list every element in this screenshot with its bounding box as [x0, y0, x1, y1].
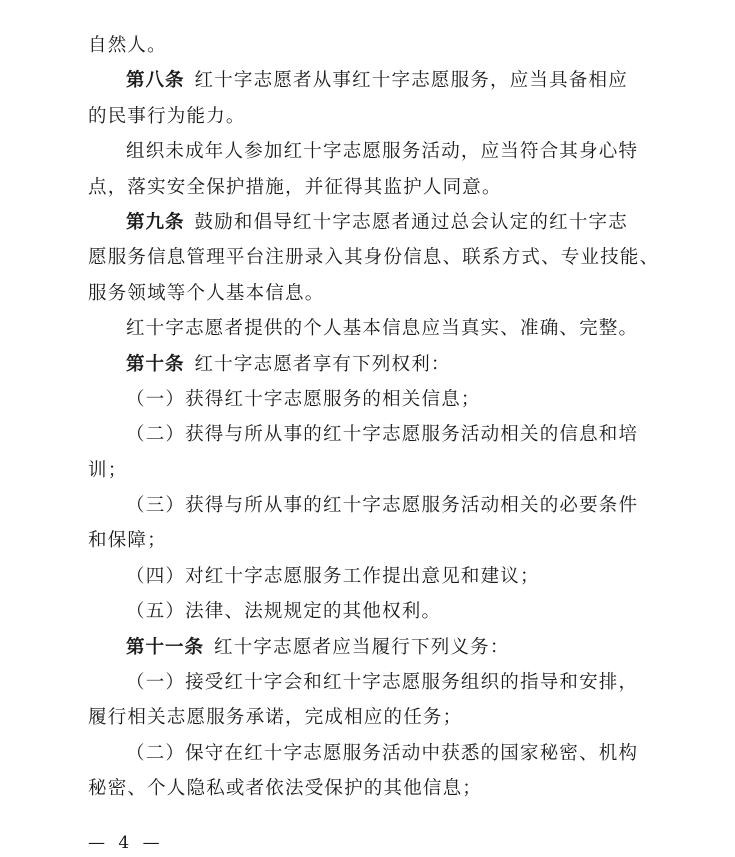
article-number: 第八条	[126, 70, 185, 92]
document-page	[88, 28, 660, 807]
article-number: 第十一条	[126, 636, 205, 658]
list-item-line	[88, 559, 648, 594]
article-10-heading-line	[88, 347, 648, 382]
article-number: 第九条	[126, 211, 185, 233]
line-text: （一）接受红十字会和红十字志愿服务组织的指导和安排，	[126, 672, 639, 694]
page-number: — 4 —	[88, 833, 164, 853]
line-text: 点，落实安全保护措施，并征得其监护人同意。	[88, 176, 502, 198]
text-line	[88, 771, 648, 806]
line-text: 红十字志愿者享有下列权利：	[194, 353, 451, 375]
line-text: 服务领域等个人基本信息。	[88, 282, 325, 304]
list-item-line	[88, 382, 648, 417]
line-text: （一）获得红十字志愿服务的相关信息；	[126, 388, 481, 410]
line-text: 组织未成年人参加红十字志愿服务活动，应当符合其身心特	[126, 141, 639, 163]
list-item-line	[88, 665, 648, 700]
line-text: 秘密、个人隐私或者依法受保护的其他信息；	[88, 778, 483, 800]
text-line	[88, 240, 660, 275]
text-line	[88, 28, 648, 63]
text-line	[88, 700, 648, 735]
text-line	[88, 311, 648, 346]
text-line	[88, 523, 648, 558]
line-text: （二）获得与所从事的红十字志愿服务活动相关的信息和培	[126, 424, 639, 446]
text-line	[88, 276, 648, 311]
line-text: （三）获得与所从事的红十字志愿服务活动相关的必要条件	[126, 495, 639, 517]
line-text: 红十字志愿者提供的个人基本信息应当真实、准确、完整。	[126, 318, 639, 340]
text-line	[88, 134, 648, 169]
list-item-line	[88, 488, 648, 523]
article-8-heading-line	[88, 63, 648, 98]
text-line	[88, 170, 648, 205]
list-item-line	[88, 736, 648, 771]
line-text: （二）保守在红十字志愿服务活动中获悉的国家秘密、机构	[126, 742, 639, 764]
line-text: （五）法律、法规规定的其他权利。	[126, 601, 442, 623]
list-item-line	[88, 594, 648, 629]
line-text: 和保障；	[88, 530, 167, 552]
text-line	[88, 453, 648, 488]
line-text: 鼓励和倡导红十字志愿者通过总会认定的红十字志	[194, 211, 628, 233]
article-11-heading-line	[88, 630, 648, 665]
line-text: 履行相关志愿服务承诺，完成相应的任务；	[88, 707, 463, 729]
list-item-line	[88, 417, 648, 452]
line-text: 自然人。	[88, 35, 167, 56]
line-text: 红十字志愿者应当履行下列义务：	[214, 636, 510, 658]
article-9-heading-line	[88, 205, 648, 240]
line-text: 的民事行为能力。	[88, 105, 246, 127]
line-text: 愿服务信息管理平台注册录入其身份信息、联系方式、专业技能、	[88, 247, 660, 269]
line-text: 红十字志愿者从事红十字志愿服务，应当具备相应	[194, 70, 628, 92]
text-line	[88, 99, 648, 134]
line-text: （四）对红十字志愿服务工作提出意见和建议；	[126, 565, 540, 587]
article-number: 第十条	[126, 353, 185, 375]
line-text: 训；	[88, 459, 128, 481]
